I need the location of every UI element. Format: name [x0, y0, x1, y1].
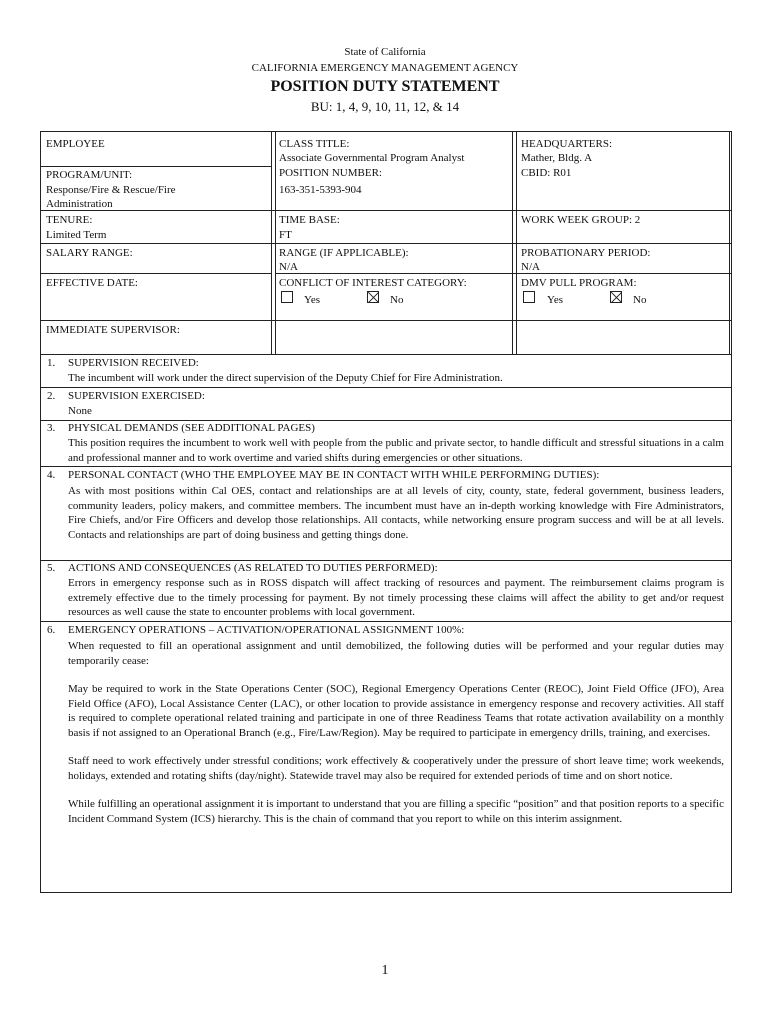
- section-number: 3.: [47, 422, 56, 434]
- dmv-no-label: No: [633, 294, 647, 306]
- section-paragraph: Staff need to work effectively under stressful conditions; work effectively & cooperatively under the pressure of short leave time; work weekends, holidays, extended and rotating shifts (day/night). Statewide travel may also be required for extended periods of time and on short notice.: [68, 755, 724, 782]
- section-body: [68, 639, 724, 826]
- section-supervision-exercised: [40, 387, 732, 421]
- dmv-pull-program-label: DMV PULL PROGRAM:: [521, 277, 637, 289]
- time-base-value: FT: [279, 229, 292, 241]
- time-base-label: TIME BASE:: [279, 214, 340, 226]
- page-title: POSITION DUTY STATEMENT: [270, 78, 500, 95]
- section-paragraph: May be required to work in the State Operations Center (SOC), Regional Emergency Operations Center (REOC), Joint Field Office (JFO), Area Field Office (AFO), Local Assistance Center (LAC), or other location to provide assistance in emergency response and recovery activities. All staff is required to complete operational related training and participate in one of three Readiness Teams that rotate activation availability on a monthly basis if not assigned to an Operational Branch (e.g., Fire/Law/Region). May be required to participate in emergency drills, training, and exercises.: [68, 683, 724, 739]
- coi-no-checkbox[interactable]: [367, 291, 379, 303]
- section-body: [68, 404, 724, 419]
- position-number-label: POSITION NUMBER:: [279, 167, 382, 179]
- section-actions-consequences: [40, 560, 732, 622]
- headquarters-label: HEADQUARTERS:: [521, 138, 613, 150]
- program-unit-label: PROGRAM/UNIT:: [46, 169, 133, 181]
- section-title: SUPERVISION EXERCISED:: [68, 390, 205, 402]
- section-emergency-operations: [40, 621, 732, 893]
- position-number-value: 163-351-5393-904: [279, 184, 362, 196]
- class-title-label: CLASS TITLE:: [279, 138, 350, 150]
- section-body: [68, 371, 724, 386]
- headquarters-value: Mather, Bldg. A: [521, 152, 593, 164]
- section-number: 6.: [47, 624, 56, 636]
- range-value: N/A: [279, 261, 298, 273]
- row-divider: [275, 273, 732, 274]
- row-divider: [40, 273, 272, 274]
- coi-yes-checkbox[interactable]: [281, 291, 293, 303]
- section-paragraph: As with most positions within Cal OES, contact and relationships are at all levels of city, county, state, federal government, business leaders, community leaders, policy makers, and committee members. The incumbent must have an in-depth working knowledge with Fire Administrators, Fire Chiefs, and/or Fire Officers and develop those relationships. All contacts, while networking ensure program success and will be at all levels. Contacts and relationships are part of doing business and getting things done.: [68, 485, 724, 541]
- row-divider: [40, 243, 732, 244]
- section-paragraph: None: [68, 405, 92, 417]
- section-paragraph: While fulfilling an operational assignment it is important to understand that you are filling a specific “position” and that position reports to a specific Incident Command System (ICS) hierarchy. This is the chain of command that you report to while on this interim assignment.: [68, 798, 724, 825]
- section-personal-contact: [40, 466, 732, 561]
- immediate-supervisor-label: IMMEDIATE SUPERVISOR:: [46, 324, 180, 336]
- page-number: 1: [381, 963, 389, 978]
- dmv-yes-checkbox[interactable]: [523, 291, 535, 303]
- effective-date-label: EFFECTIVE DATE:: [46, 277, 138, 289]
- section-body: [68, 436, 724, 465]
- section-paragraph: When requested to fill an operational assignment and until demobilized, the following duties will be performed and your regular duties may temporarily cease:: [68, 640, 724, 667]
- state-header: State of California: [344, 46, 426, 58]
- section-supervision-received: [40, 354, 732, 388]
- section-body: [68, 576, 724, 620]
- coi-yes-label: Yes: [304, 294, 321, 306]
- class-title-value: Associate Governmental Program Analyst: [279, 152, 465, 164]
- section-title: EMERGENCY OPERATIONS – ACTIVATION/OPERATIONAL ASSIGNMENT 100%:: [68, 624, 465, 636]
- program-unit-value-cont: Administration: [46, 198, 113, 210]
- conflict-of-interest-label: CONFLICT OF INTEREST CATEGORY:: [279, 277, 467, 289]
- section-number: 1.: [47, 357, 56, 369]
- section-number: 2.: [47, 390, 56, 402]
- section-title: PERSONAL CONTACT (WHO THE EMPLOYEE MAY BE IN CONTACT WITH WHILE PERFORMING DUTIES):: [68, 469, 600, 481]
- bargaining-unit: BU: 1, 4, 9, 10, 11, 12, & 14: [310, 99, 460, 114]
- row-divider: [40, 166, 272, 167]
- section-paragraph: This position requires the incumbent to work well with people from the public and private sector, to handle difficult and stressful situations in a calm and professional manner and to work overtime and varied shifts during emergencies or other situations.: [68, 437, 724, 464]
- cbid-value: CBID: R01: [521, 167, 572, 179]
- section-paragraph: The incumbent will work under the direct supervision of the Deputy Chief for Fire Administration.: [68, 372, 503, 384]
- dmv-yes-label: Yes: [547, 294, 564, 306]
- section-paragraph: Errors in emergency response such as in ROSS dispatch will affect tracking of resources and payment. The reimbursement claims program is extremely effective due to the timely processing for payment. By not timely processing these claims will affect the ability to get and/or request resources as well cause the state to encounter problems with local government.: [68, 577, 724, 618]
- agency-header: CALIFORNIA EMERGENCY MANAGEMENT AGENCY: [251, 62, 519, 74]
- employee-label: EMPLOYEE: [46, 138, 105, 150]
- row-divider: [40, 320, 732, 321]
- program-unit-value: Response/Fire & Rescue/Fire: [46, 184, 176, 196]
- coi-no-label: No: [390, 294, 404, 306]
- work-week-group: WORK WEEK GROUP: 2: [521, 214, 641, 226]
- section-body: [68, 484, 724, 542]
- probationary-period-label: PROBATIONARY PERIOD:: [521, 247, 651, 259]
- dmv-no-checkbox[interactable]: [610, 291, 622, 303]
- row-divider: [40, 210, 732, 211]
- tenure-label: TENURE:: [46, 214, 93, 226]
- section-title: ACTIONS AND CONSEQUENCES (AS RELATED TO DUTIES PERFORMED):: [68, 562, 438, 574]
- probationary-period-value: N/A: [521, 261, 540, 273]
- range-label: RANGE (IF APPLICABLE):: [279, 247, 409, 259]
- section-title: PHYSICAL DEMANDS (SEE ADDITIONAL PAGES): [68, 422, 315, 434]
- section-number: 4.: [47, 469, 56, 481]
- salary-range-label: SALARY RANGE:: [46, 247, 133, 259]
- section-title: SUPERVISION RECEIVED:: [68, 357, 199, 369]
- tenure-value: Limited Term: [46, 229, 107, 241]
- section-number: 5.: [47, 562, 56, 574]
- section-physical-demands: [40, 420, 732, 467]
